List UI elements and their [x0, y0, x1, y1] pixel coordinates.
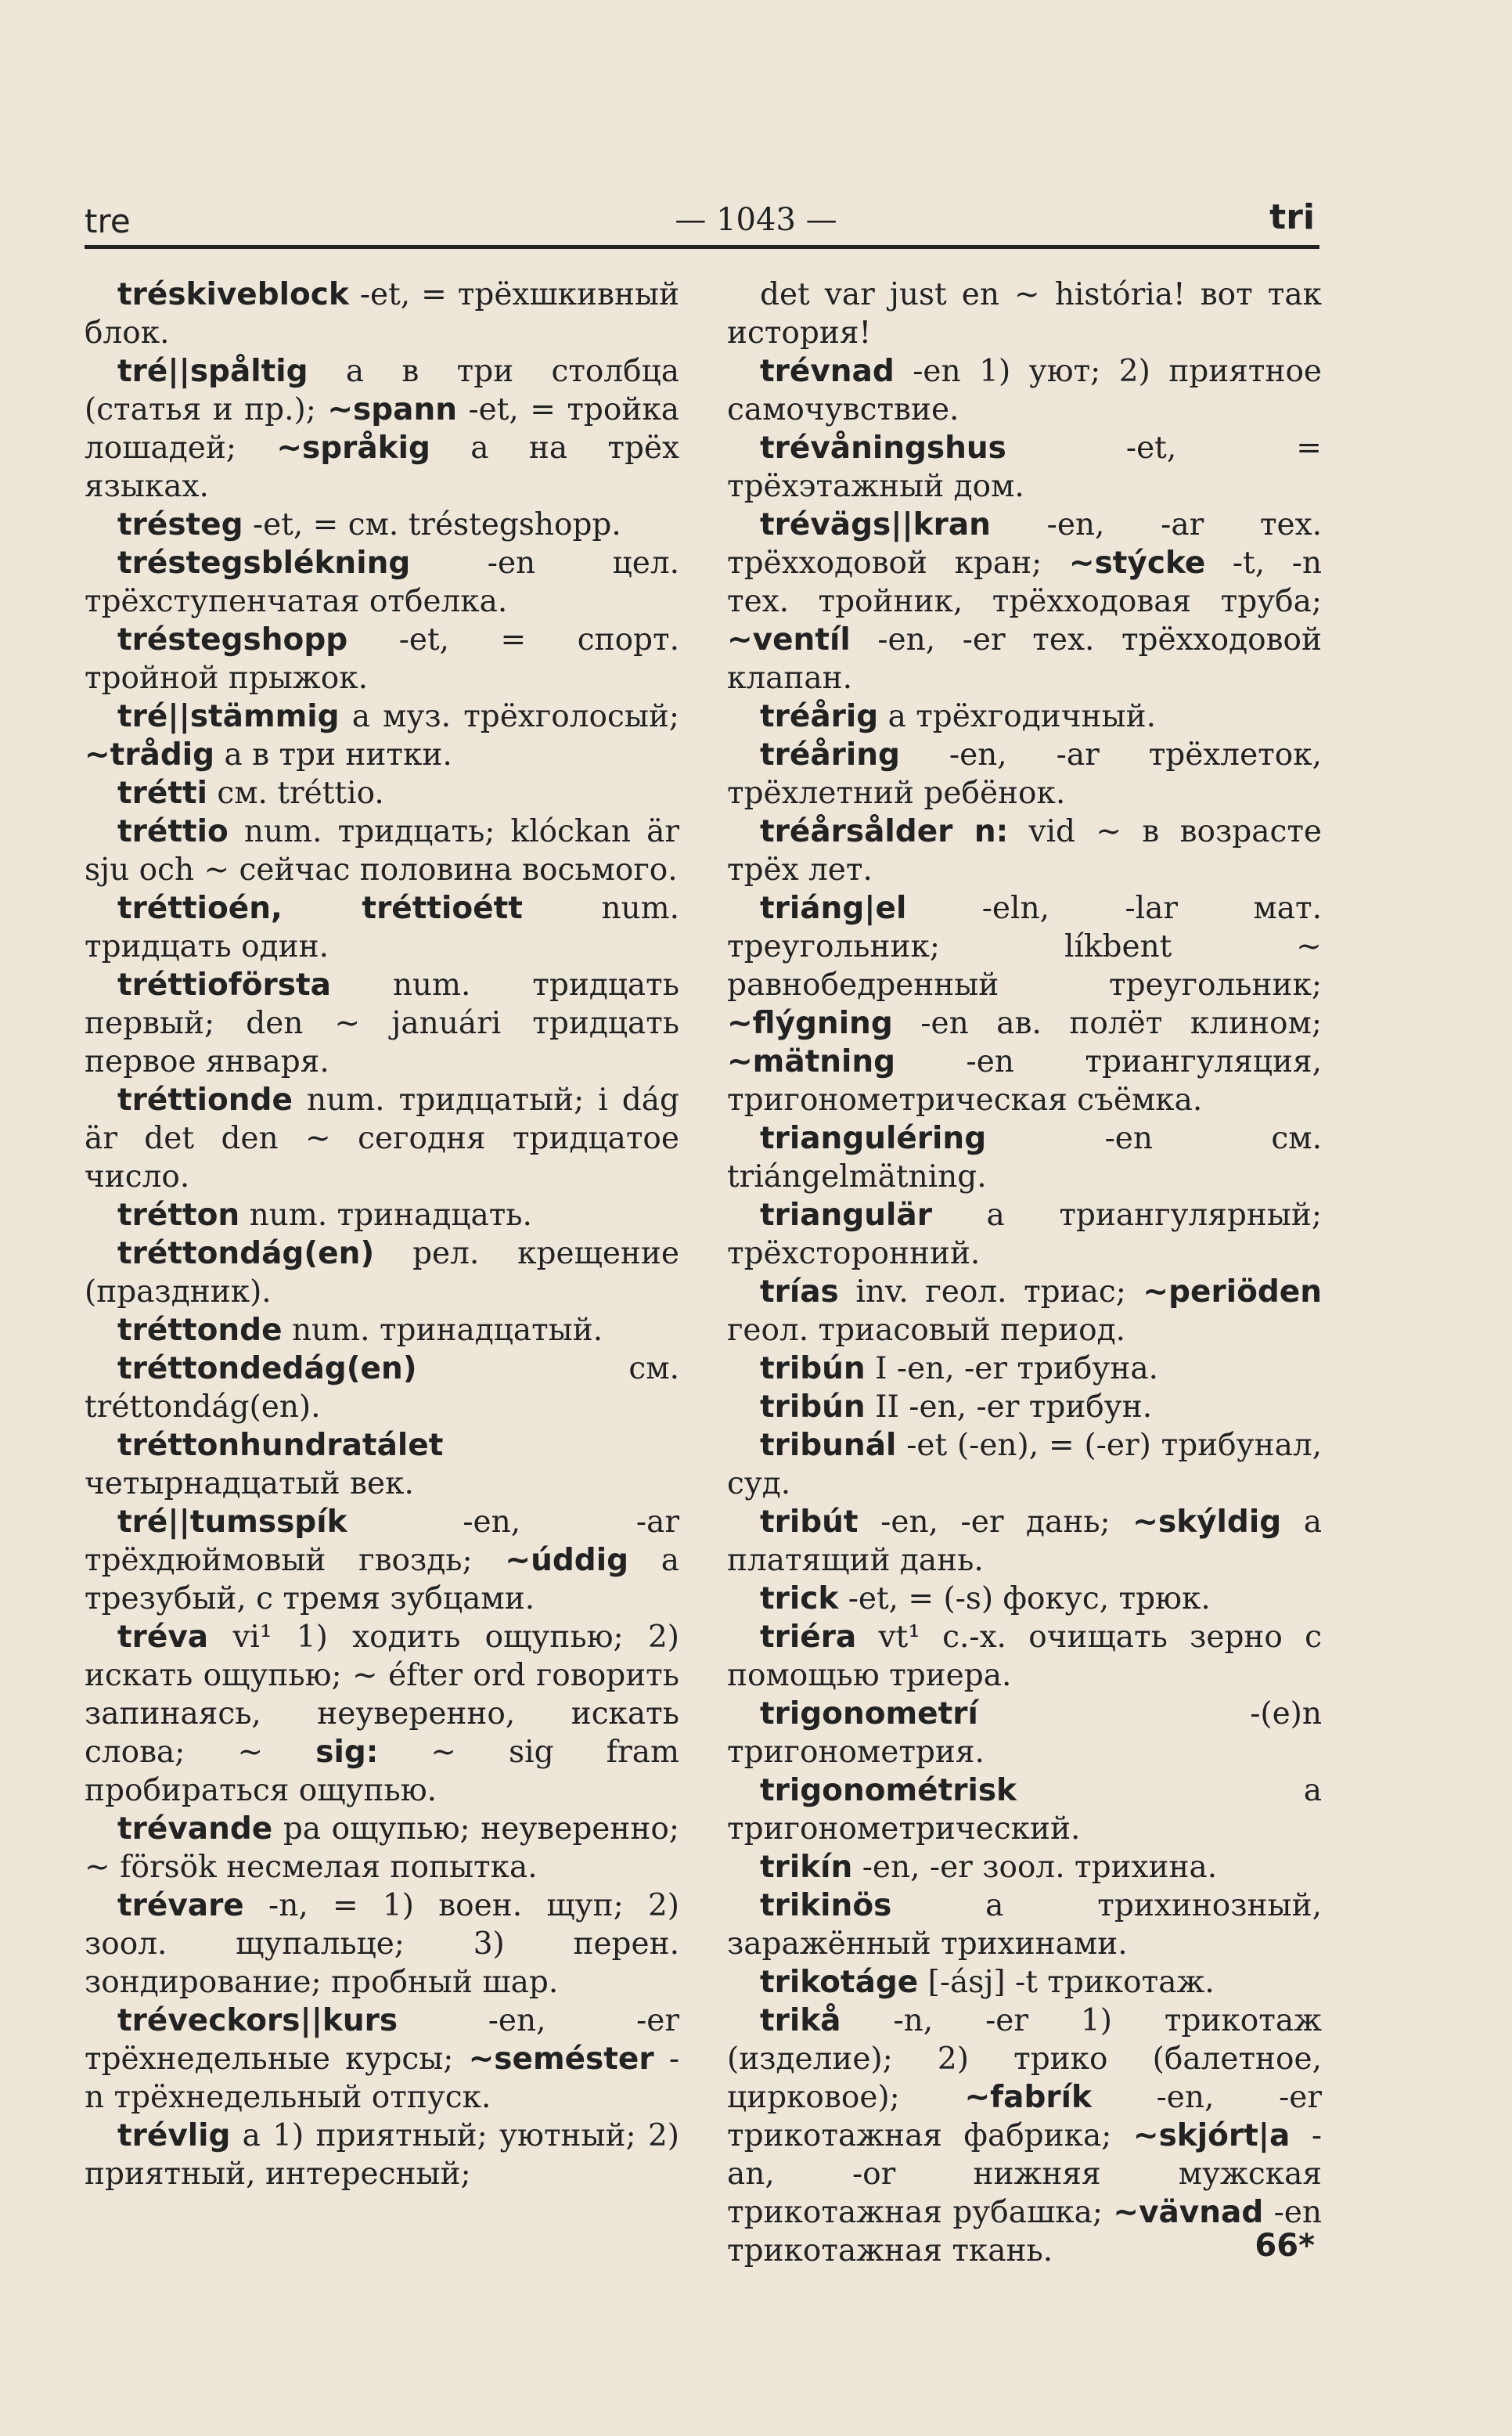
dictionary-entry	[85, 1081, 679, 1196]
dictionary-entry	[85, 1350, 679, 1426]
dictionary-entry	[85, 352, 679, 506]
entry-text: -n трёхнедельный отпуск.	[85, 2041, 679, 2115]
headword: ~skjórt|a	[1132, 2118, 1291, 2153]
entry-text: -eln, -lar мат. треугольник; líkbent ~ равнобедренный треугольник;	[727, 891, 1322, 1003]
entry-text: -en ав. полёт клином;	[892, 1006, 1322, 1041]
entry-text: -en цел. трёхступенчатая отбелка.	[85, 546, 679, 619]
headword: ~skýldig	[1132, 1504, 1282, 1540]
entry-text: det var just en ~ história! вот так история!	[727, 277, 1322, 351]
entry-text: I -en, -er трибуна.	[865, 1351, 1158, 1386]
headword: trikå	[760, 2003, 841, 2038]
headword: tréttonhundratálet	[117, 1428, 444, 1463]
dictionary-entry	[727, 1618, 1322, 1695]
headword: tréttondág(en)	[117, 1236, 375, 1271]
entry-text: -en, -ar тех. трёхходовой кран;	[727, 507, 1322, 581]
entry-text: -en, -ar трёхлеток, трёхлетний ребёнок.	[727, 737, 1322, 811]
entry-text: четырнадцатый век.	[85, 1466, 414, 1501]
entry-text: pa ощупью; неуверенно; ~ försök несмелая попытка.	[85, 1811, 679, 1885]
headword: ~språkig	[276, 431, 430, 466]
headword: tréåring	[760, 737, 900, 773]
headword: trévägs||kran	[760, 507, 991, 542]
headword: trianguléring	[760, 1121, 987, 1156]
entry-text: -n, -er 1) трикотаж (изделие); 2) трико (балетное, цирковое);	[727, 2003, 1322, 2115]
entry-text: -en 1) уют; 2) приятное самочувствие.	[727, 354, 1322, 427]
entry-text: ~ sig fram пробираться ощупью.	[85, 1735, 679, 1808]
headword: tréttondedág(en)	[117, 1351, 417, 1386]
dictionary-entry	[85, 544, 679, 621]
headword: tréttionde	[117, 1083, 293, 1118]
entry-text: -en трикотажная ткань.	[727, 2195, 1322, 2268]
signature-mark: 66*	[1255, 2228, 1315, 2264]
headword: ~úddig	[505, 1543, 628, 1578]
header-rule	[85, 245, 1319, 249]
dictionary-entry	[727, 276, 1322, 352]
entry-text: num. тридцать первый; den ~ januári тридцать первое января.	[85, 968, 679, 1079]
headword: sig:	[315, 1735, 379, 1770]
entry-text: num. тринадцать.	[239, 1198, 532, 1233]
headword: tréttioförsta	[117, 968, 331, 1003]
entry-text: a 1) приятный; уютный; 2) приятный, интересный;	[85, 2118, 679, 2192]
dictionary-entry	[727, 1963, 1322, 2002]
dictionary-entry	[727, 889, 1322, 1119]
dictionary-entry	[727, 1196, 1322, 1273]
entry-text: -en, -er тех. трёхходовой клапан.	[727, 622, 1322, 696]
headword: tribún	[760, 1351, 866, 1386]
running-head-left: tre	[85, 202, 131, 240]
entry-text: a платящий дань.	[727, 1504, 1322, 1578]
entry-text: a тригонометрический.	[727, 1773, 1322, 1847]
headword: ~stýcke	[1068, 546, 1206, 581]
entry-text: a трёхгодичный.	[878, 699, 1156, 734]
headword: tréveckors||kurs	[117, 2003, 398, 2038]
entry-text: a муз. трёхголосый;	[339, 699, 679, 734]
entry-text: -en, -er дань;	[858, 1504, 1133, 1540]
entry-text: vi¹ 1) ходить ощупью; 2) искать ощупью; ~ éfter ord говорить запинаясь, неуверенно, искать слова; ~	[85, 1620, 679, 1770]
dictionary-entry	[727, 1580, 1322, 1618]
dictionary-entry	[727, 1848, 1322, 1886]
headword: ~mätning	[727, 1044, 896, 1079]
entry-text: -n, = 1) воен. щуп; 2) зоол. щупальце; 3) перен. зондирование; пробный шар.	[85, 1888, 679, 2000]
headword: tréstegshopp	[117, 622, 348, 658]
dictionary-entry	[85, 2002, 679, 2117]
headword: ~periöden	[1143, 1274, 1322, 1310]
entry-text: num. тридцатый; i dág är det den ~ сегодня тридцатое число.	[85, 1083, 679, 1195]
dictionary-entry	[85, 1426, 679, 1503]
dictionary-entry	[85, 1503, 679, 1618]
headword: tréårig	[760, 699, 879, 734]
entry-text: a трезубый, с тремя зубцами.	[85, 1543, 679, 1616]
dictionary-entry	[727, 352, 1322, 429]
dictionary-entry	[727, 1695, 1322, 1771]
dictionary-entry	[727, 697, 1322, 736]
entry-text: -(e)n тригонометрия.	[727, 1696, 1322, 1770]
headword: trikotáge	[760, 1965, 919, 2000]
dictionary-entry	[727, 2002, 1322, 2270]
headword: trikín	[760, 1850, 853, 1885]
dictionary-entry	[85, 813, 679, 889]
entry-text: -et (-en), = (-er) трибунал, суд.	[727, 1428, 1322, 1501]
headword: ~ventíl	[727, 622, 851, 658]
headword: ~vävnad	[1113, 2195, 1264, 2230]
entry-text: см. tréttondág(en).	[85, 1351, 679, 1425]
entry-text: -an, -or нижняя мужская трикотажная рубашка;	[727, 2118, 1323, 2230]
headword: trétti	[117, 776, 207, 811]
headword: tréårsålder n:	[760, 814, 1009, 849]
headword: tré||tumsspík	[117, 1504, 347, 1540]
dictionary-entry	[85, 966, 679, 1081]
entry-text: -et, = тройка лошадей;	[85, 392, 679, 466]
headword: tré||stämmig	[117, 699, 340, 734]
dictionary-entry	[727, 1350, 1322, 1388]
dictionary-entry	[727, 1503, 1322, 1580]
entry-text: vid ~ в возрасте трёх лет.	[727, 814, 1322, 888]
entry-text: -en, -er трёхнедельные курсы;	[85, 2003, 679, 2077]
headword: tribút	[760, 1504, 859, 1540]
headword: trévlig	[117, 2118, 231, 2153]
dictionary-entry	[85, 2117, 679, 2193]
dictionary-entry	[85, 774, 679, 813]
headword: trésteg	[117, 507, 243, 542]
entry-text: a в три столбца (статья и пр.);	[85, 354, 679, 427]
headword: trigonométrisk	[760, 1773, 1017, 1808]
headword: trétton	[117, 1198, 240, 1233]
dictionary-entry	[727, 1388, 1322, 1426]
dictionary-entry	[85, 1311, 679, 1350]
dictionary-entry	[85, 621, 679, 697]
entry-text: -en, -ar трёхдюймовый гвоздь;	[85, 1504, 679, 1578]
entry-text: num. тридцать; klóckan är sju och ~ сейчас половина восьмого.	[85, 814, 679, 888]
headword: triéra	[760, 1620, 857, 1655]
dictionary-entry	[85, 889, 679, 966]
running-head-right: tri	[1269, 197, 1315, 237]
entry-text: a на трёх языках.	[85, 431, 680, 504]
entry-text: -en триангуляция, тригонометрическая съёмка.	[727, 1044, 1322, 1118]
dictionary-entry	[85, 1196, 679, 1234]
entry-text: см. tréttio.	[207, 776, 384, 811]
entry-text: -et, = см. tréstegshopp.	[243, 507, 621, 542]
headword: ~trådig	[85, 737, 215, 773]
dictionary-entry	[727, 1273, 1322, 1350]
entry-text: геол. триасовый период.	[727, 1313, 1125, 1348]
entry-text: -et, = трёхэтажный дом.	[727, 431, 1322, 504]
entry-text: -et, = (-s) фокус, трюк.	[838, 1581, 1211, 1616]
dictionary-entry	[85, 1234, 679, 1311]
headword: triáng|el	[760, 891, 907, 926]
entry-text: num. тринадцатый.	[282, 1313, 603, 1348]
dictionary-entry	[727, 1119, 1322, 1196]
left-column	[85, 276, 679, 2193]
dictionary-entry	[727, 429, 1322, 506]
headword: tréttonde	[117, 1313, 283, 1348]
headword: trévare	[117, 1888, 244, 1923]
headword: tré||spåltig	[117, 354, 308, 389]
headword: trías	[760, 1274, 839, 1310]
headword: tréttio	[117, 814, 229, 849]
entry-text: a трихинозный, заражённый трихинами.	[727, 1888, 1322, 1962]
dictionary-entry	[727, 1426, 1322, 1503]
dictionary-entry	[85, 276, 679, 352]
entry-text: inv. геол. триас;	[838, 1274, 1143, 1310]
entry-text: II -en, -er трибун.	[865, 1389, 1153, 1425]
dictionary-entry	[727, 736, 1322, 813]
headword: ~spann	[327, 392, 457, 427]
headword: tréskiveblock	[117, 277, 349, 312]
dictionary-entry	[85, 697, 679, 774]
dictionary-entry	[85, 506, 679, 544]
dictionary-entry	[727, 1771, 1322, 1848]
dictionary-entry	[85, 1886, 679, 2002]
dictionary-entry	[727, 813, 1322, 889]
entry-text: -et, = трёхшкивный блок.	[85, 277, 679, 351]
headword: trigonometrí	[760, 1696, 978, 1732]
dictionary-entry	[727, 506, 1322, 697]
headword: trikinös	[760, 1888, 892, 1923]
headword: triangulär	[760, 1198, 932, 1233]
entry-text: vt¹ с.-х. очищать зерно с помощью триера.	[727, 1620, 1322, 1693]
entry-text: -en, -er трикотажная фабрика;	[727, 2080, 1322, 2153]
entry-text: [-ásj] -t трикотаж.	[918, 1965, 1215, 2000]
headword: tribún	[760, 1389, 866, 1425]
dictionary-entry	[727, 1886, 1322, 1963]
entry-text: -t, -n тех. тройник, трёхходовая труба;	[727, 546, 1322, 619]
dictionary-entry	[85, 1618, 679, 1810]
headword: ~flýgning	[727, 1006, 893, 1041]
headword: tréttioén, tréttioétt	[117, 891, 523, 926]
entry-text: num. тридцать один.	[85, 891, 679, 964]
headword: trick	[760, 1581, 839, 1616]
entry-text: a триангулярный; трёхсторонний.	[727, 1198, 1322, 1271]
entry-text: -en см. triángelmätning.	[727, 1121, 1322, 1195]
page-number: — 1043 —	[675, 202, 837, 238]
dictionary-entry	[85, 1810, 679, 1886]
headword: tréstegsblékning	[117, 546, 411, 581]
headword: trévande	[117, 1811, 273, 1847]
headword: trévnad	[760, 354, 895, 389]
headword: tribunál	[760, 1428, 897, 1463]
entry-text: рел. крещение (праздник).	[85, 1236, 679, 1310]
entry-text: a в три нитки.	[214, 737, 452, 773]
right-column	[727, 276, 1322, 2270]
entry-text: -en, -er зоол. трихина.	[852, 1850, 1218, 1885]
entry-text: -et, = спорт. тройной прыжок.	[85, 622, 679, 696]
headword: tréva	[117, 1620, 209, 1655]
headword: trévåningshus	[760, 431, 1006, 466]
headword: ~seméster	[468, 2041, 654, 2077]
headword: ~fabrík	[964, 2080, 1092, 2115]
